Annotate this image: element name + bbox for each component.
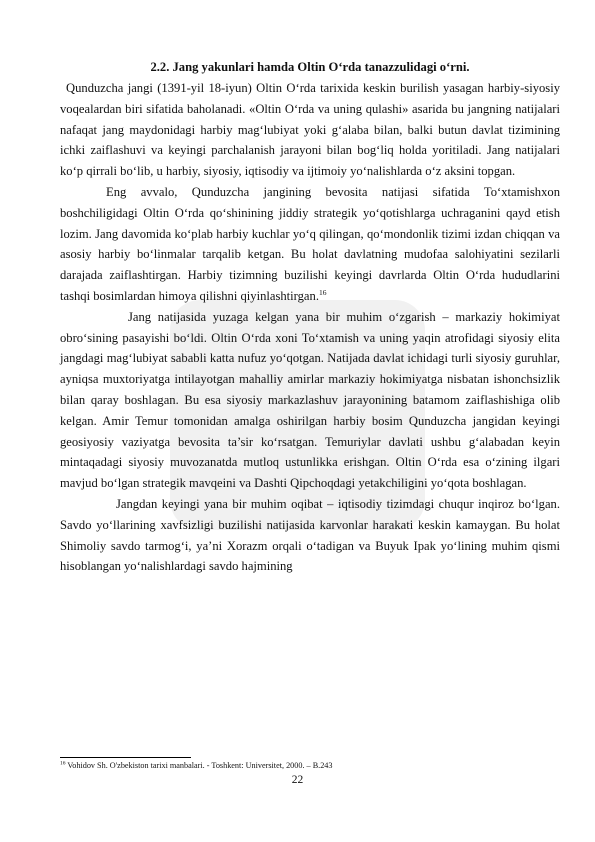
paragraph-2 bbox=[60, 182, 560, 307]
paragraph-1: Qunduzcha jangi (1391-yil 18-iyun) Oltin O‘rda tarixida keskin burilish yasagan harbiy-siyosiy voqealardan biri sifatida baholanadi. «Oltin O‘rda va uning qulashi» asarida bu jangning natijalari nafaqat jang maydonidagi harbiy mag‘lubiyat yoki g‘alaba bilan, balki butun davlat tizimining ichki zaiflashuvi va keyingi parchalanish jarayoni bilan bog‘liq holda yoritiladi. Jang natijalari ko‘p qirrali bo‘lib, u harbiy, siyosiy, iqtisodiy va ijtimoiy yo‘nalishlarda o‘z aksini topgan. bbox=[60, 81, 560, 179]
footnote-text: Vohidov Sh. O'zbekiston tarixi manbalari. - Toshkent: Universitet, 2000. – B.243 bbox=[67, 761, 333, 770]
paragraph-3: Jang natijasida yuzaga kelgan yana bir muhim o‘zgarish – markaziy hokimiyat obro‘sining pasayishi bo‘ldi. Oltin O‘rda xoni To‘xtamish va uning yaqin atrofidagi siyosiy elita jangdagi mag‘lubiyat sababli katta nufuz yo‘qotgan. Natijada davlat ichidagi turli siyosiy guruhlar, ayniqsa muxtoriyatga intilayotgan mahalliy amirlar markaziy hokimiyatga nisbatan ishonchsizlik bilan qaray boshlagan. Bu esa siyosiy markazlashuv jarayonining batamom zaiflashishiga olib kelgan. Amir Temur tomonidan amalga oshirilgan harbiy bosim Qunduzcha jangidan keyingi geosiyosiy vaziyatga bevosita ta’sir ko‘rsatgan. Temuriylar davlati ushbu g‘alabadan keyin mintaqadagi siyosiy muvozanatda mutloq ustunlikka erishgan. Oltin O‘rda esa o‘zining ilgari mavjud bo‘lgan strategik mavqeini va Dashti Qipchoqdagi yetakchiligini yo‘qota boshlagan. bbox=[60, 309, 560, 491]
paragraph-2-text: Eng avvalo, Qunduzcha jangining bevosita natijasi sifatida To‘xtamishxon boshchiligidagi Oltin O‘rda qo‘shinining jiddiy strategik yo‘qotishlarga uchraganini qayd etish lozim. Jang davomida ko‘plab harbiy kuchlar yo‘q qilingan, qo‘mondonlik tizimi izdan chiqqan va asosiy harbiy bo‘linmalar tarqalib ketgan. Bu holat davlatning mudofaa salohiyatini sezilarli darajada zaiflashtirgan. Harbiy tizimning buzilishi keyingi davrlarda Oltin O‘rda hududlarini tashqi bosimlardan himoya qilishni qiyinlashtirgan. bbox=[60, 184, 560, 303]
paragraph-4: Jangdan keyingi yana bir muhim oqibat – iqtisodiy tizimdagi chuqur inqiroz bo‘lgan. Savdo yo‘llarining xavfsizligi buzilishi natijasida karvonlar harakati keskin kamaygan. Bu holat Shimoliy savdo tarmog‘i, ya’ni Xorazm orqali o‘tadigan va Buyuk Ipak yo‘lining muhim qismi hisoblangan yo‘nalishlardagi savdo hajmining bbox=[60, 496, 560, 574]
footnote-reference: 16 bbox=[318, 287, 327, 297]
footnote-divider bbox=[60, 757, 191, 758]
footnote-number: 16 bbox=[60, 760, 66, 767]
body-text bbox=[60, 78, 560, 577]
section-heading: 2.2. Jang yakunlari hamda Oltin O‘rda tanazzulidagi o‘rni. bbox=[150, 60, 470, 74]
footnote bbox=[60, 760, 560, 771]
page-number: 22 bbox=[291, 774, 304, 786]
